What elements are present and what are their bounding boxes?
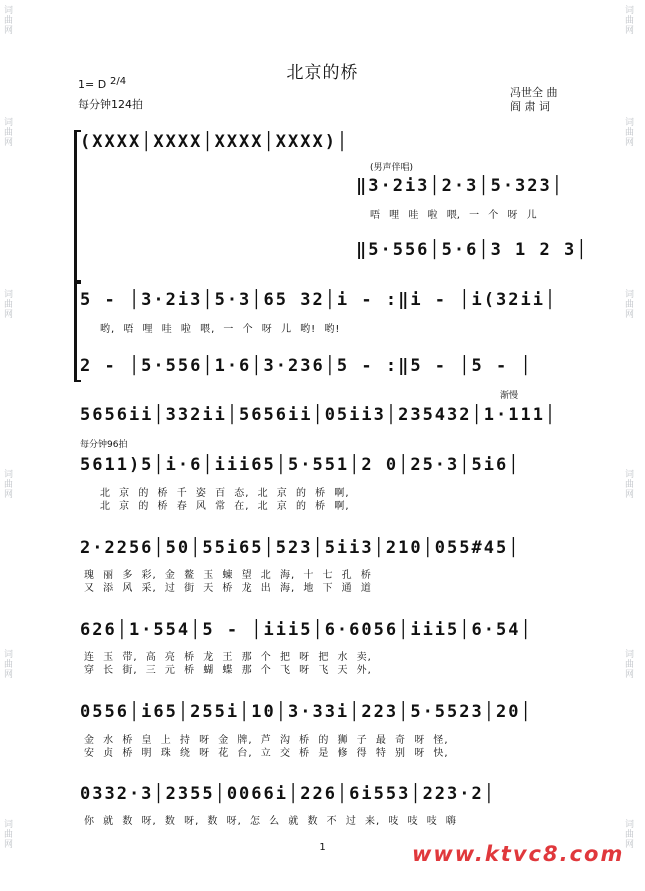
staff-line-8: 2·2256│50│55i65│523│5ii3│210│055#45│ — [80, 538, 521, 558]
song-title: 北京的桥 — [286, 63, 359, 83]
staff-line-2: ‖3·2i3│2·3│5·323│ — [356, 176, 564, 196]
watermark-left-5: 词曲网 — [4, 650, 14, 680]
staff-line-1: (XXXX│XXXX│XXXX│XXXX)│ — [80, 132, 350, 152]
lyric-line-7a: 北 京 的 桥 千 姿 百 态, 北 京 的 桥 啊, — [100, 488, 350, 499]
watermark-right-2: 词曲网 — [625, 118, 635, 148]
watermark-right-1: 词曲网 — [625, 6, 635, 36]
staff-line-9: 626│1·554│5 - │iii5│6·6056│iii5│6·54│ — [80, 620, 533, 640]
staff-line-4: 5 - │3·2i3│5·3│65 32│i - :‖i - │i(32ii│ — [80, 290, 558, 310]
watermark-right-4: 词曲网 — [625, 470, 635, 500]
tempo-marking: 每分钟124拍 — [78, 98, 143, 111]
ritardando-mark: 渐慢 — [500, 391, 519, 401]
lyric-line-10a: 金 水 桥 皇 上 持 呀 金 牌, 芦 沟 桥 的 狮 子 最 奇 呀 怪, — [84, 735, 449, 746]
watermark-left-6: 词曲网 — [4, 820, 14, 850]
watermark-left-2: 词曲网 — [4, 118, 14, 148]
site-logo: www.ktvc8.com — [412, 842, 625, 866]
lyric-line-9b: 穿 长 街, 三 元 桥 蝴 蝶 那 个 飞 呀 飞 天 外, — [84, 665, 372, 676]
staff-line-7: 5611)5│i·6│iii65│5·551│2 0│25·3│5i6│ — [80, 455, 521, 475]
lyric-line-2: 唔 哩 哇 啦 喂, 一 个 呀 儿 — [370, 210, 537, 221]
staff-line-10: 0556│i65│255i│10│3·33i│223│5·5523│20│ — [80, 702, 533, 722]
watermark-left-1: 词曲网 — [4, 6, 14, 36]
staff-line-3: ‖5·556│5·6│3 1 2 3│ — [356, 240, 589, 260]
composer-credit: 冯世全 曲 — [510, 86, 558, 99]
watermark-left-4: 词曲网 — [4, 470, 14, 500]
staff-line-5: 2 - │5·556│1·6│3·236│5 - :‖5 - │5 - │ — [80, 356, 533, 376]
staff-line-6: 5656ii│332ii│5656ii│05ii3│235432│1·111│ — [80, 405, 558, 425]
watermark-left-3: 词曲网 — [4, 290, 14, 320]
watermark-right-6: 词曲网 — [625, 820, 635, 850]
accompaniment-mark: (男声伴唱) — [370, 163, 414, 173]
lyric-line-7b: 北 京 的 桥 春 风 常 在, 北 京 的 桥 啊, — [100, 501, 350, 512]
lyricist-credit: 阎 肃 词 — [510, 100, 550, 113]
time-signature: 2/4 — [110, 76, 127, 87]
key-signature: 1= D — [78, 78, 107, 91]
lyric-line-10b: 安 贞 桥 明 珠 绕 呀 花 台, 立 交 桥 是 修 得 特 别 呀 快, — [84, 748, 449, 759]
watermark-right-5: 词曲网 — [625, 650, 635, 680]
system-brace-1 — [74, 130, 81, 284]
tempo-change-mark: 每分钟96拍 — [80, 440, 128, 450]
watermark-right-3: 词曲网 — [625, 290, 635, 320]
lyric-line-8a: 瑰 丽 多 彩, 金 鳌 玉 蝀 望 北 海, 十 七 孔 桥 — [84, 570, 372, 581]
lyric-line-4: 哟, 唔 哩 哇 啦 喂, 一 个 呀 儿 哟! 哟! — [100, 324, 341, 335]
lyric-line-8b: 又 添 风 采, 过 街 天 桥 龙 出 海, 地 下 通 道 — [84, 583, 372, 594]
staff-line-11: 0332·3│2355│0066i│226│6i553│223·2│ — [80, 784, 496, 804]
lyric-line-11: 你 就 数 呀, 数 呀, 数 呀, 怎 么 就 数 不 过 来, 吱 吱 吱 嗨 — [84, 816, 457, 827]
lyric-line-9a: 连 玉 带, 高 亮 桥 龙 王 那 个 把 呀 把 水 卖, — [84, 652, 372, 663]
page-number: 1 — [319, 842, 326, 853]
